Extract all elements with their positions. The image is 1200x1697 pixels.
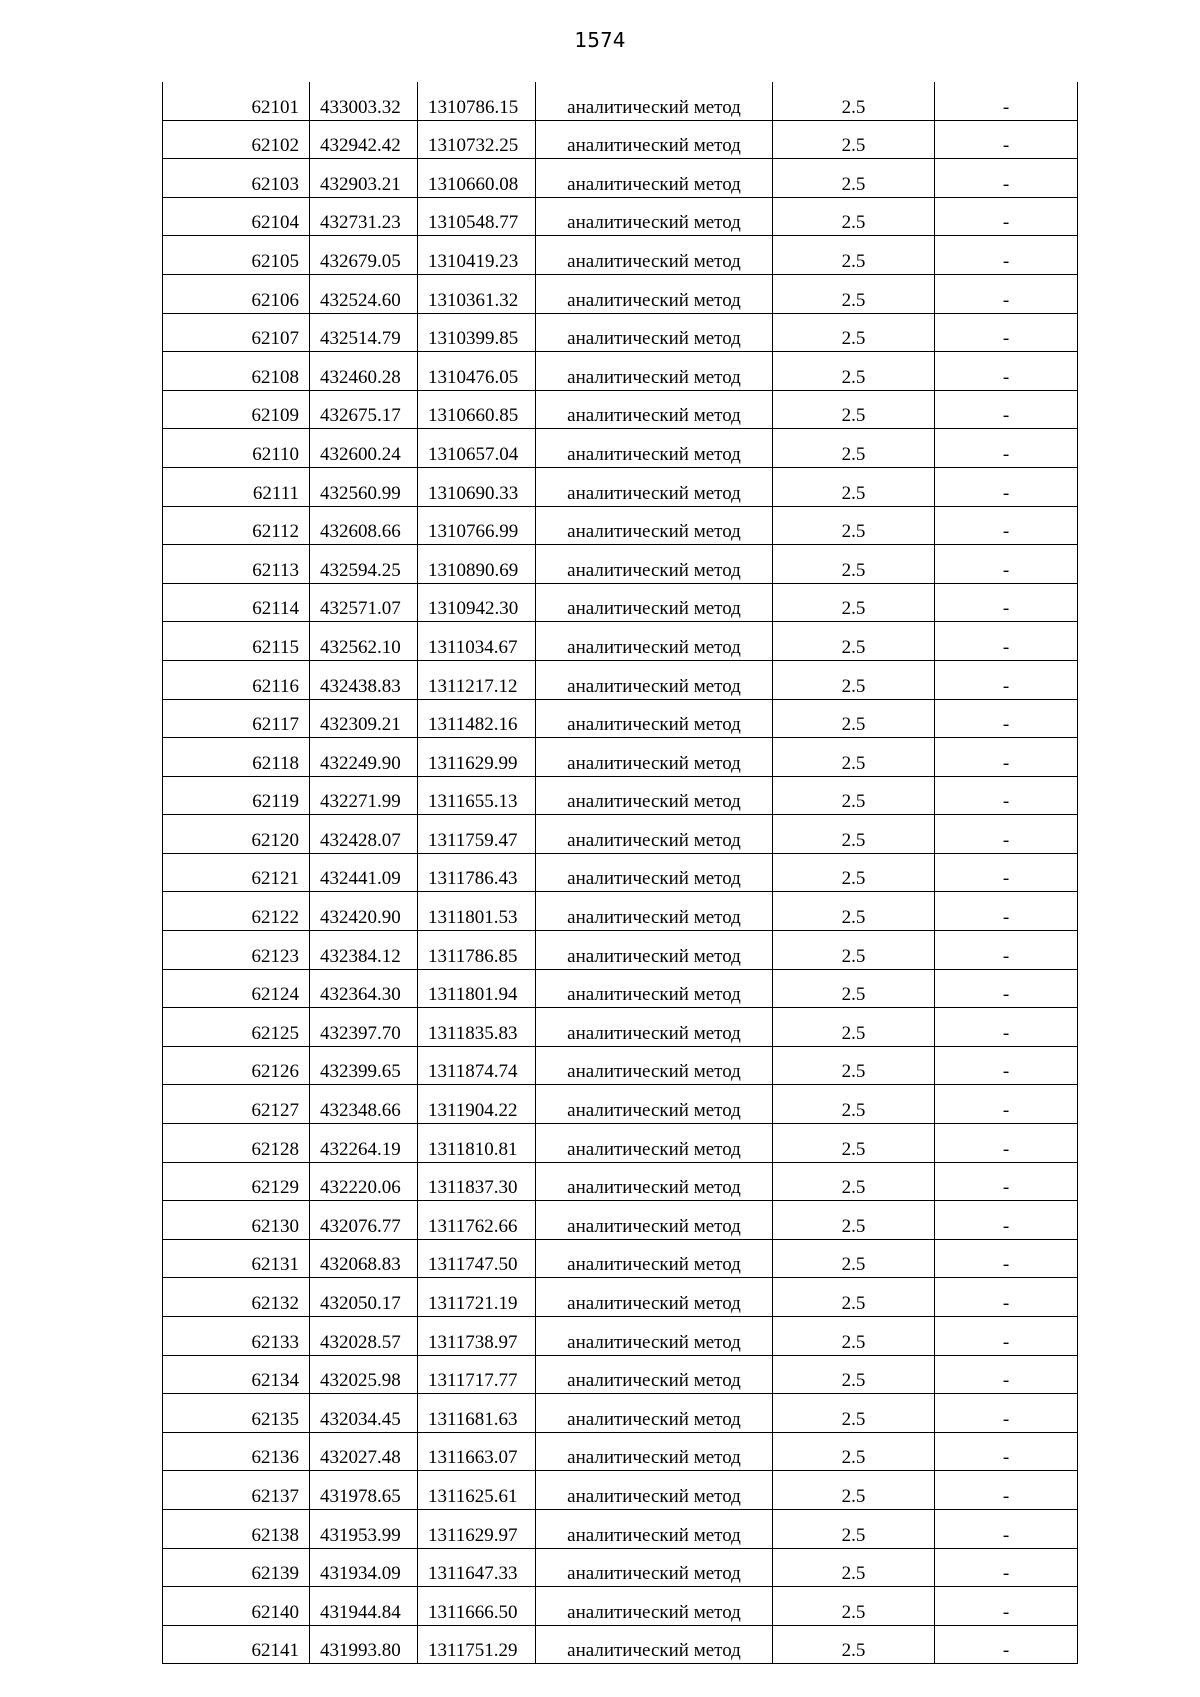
method-cell: аналитический метод [536,390,773,429]
method-cell: аналитический метод [536,1317,773,1356]
point-id-cell: 62132 [163,1278,310,1317]
point-id-cell: 62138 [163,1509,310,1548]
method-cell: аналитический метод [536,1432,773,1471]
note-cell: - [935,1317,1078,1356]
accuracy-value-cell: 2.5 [773,82,935,120]
x-coordinate-cell: 433003.32 [310,82,418,120]
y-coordinate-cell: 1311482.16 [418,699,536,738]
point-id-cell: 62123 [163,931,310,970]
point-id-cell: 62120 [163,815,310,854]
x-coordinate-cell: 432942.42 [310,120,418,159]
point-id-cell: 62126 [163,1046,310,1085]
accuracy-value-cell: 2.5 [773,1162,935,1201]
x-coordinate-cell: 432679.05 [310,236,418,275]
method-cell: аналитический метод [536,429,773,468]
note-cell: - [935,467,1078,506]
method-cell: аналитический метод [536,1046,773,1085]
note-cell: - [935,352,1078,391]
x-coordinate-cell: 431953.99 [310,1509,418,1548]
y-coordinate-cell: 1310548.77 [418,197,536,236]
table-row [163,622,1078,661]
x-coordinate-cell: 431993.80 [310,1625,418,1664]
y-coordinate-cell: 1311874.74 [418,1046,536,1085]
coordinates-table [162,82,1078,1664]
accuracy-value-cell: 2.5 [773,274,935,313]
accuracy-value-cell: 2.5 [773,660,935,699]
table-row [163,892,1078,931]
note-cell: - [935,1201,1078,1240]
table-row [163,1046,1078,1085]
note-cell: - [935,82,1078,120]
note-cell: - [935,1046,1078,1085]
accuracy-value-cell: 2.5 [773,1124,935,1163]
method-cell: аналитический метод [536,1625,773,1664]
accuracy-value-cell: 2.5 [773,699,935,738]
point-id-cell: 62140 [163,1587,310,1626]
accuracy-value-cell: 2.5 [773,1201,935,1240]
accuracy-value-cell: 2.5 [773,159,935,198]
note-cell: - [935,583,1078,622]
x-coordinate-cell: 432571.07 [310,583,418,622]
table-row [163,853,1078,892]
method-cell: аналитический метод [536,82,773,120]
x-coordinate-cell: 432249.90 [310,738,418,777]
method-cell: аналитический метод [536,1471,773,1510]
method-cell: аналитический метод [536,159,773,198]
method-cell: аналитический метод [536,545,773,584]
accuracy-value-cell: 2.5 [773,815,935,854]
y-coordinate-cell: 1311762.66 [418,1201,536,1240]
x-coordinate-cell: 432271.99 [310,776,418,815]
point-id-cell: 62124 [163,969,310,1008]
x-coordinate-cell: 432428.07 [310,815,418,854]
table-row [163,429,1078,468]
method-cell: аналитический метод [536,1201,773,1240]
y-coordinate-cell: 1310361.32 [418,274,536,313]
accuracy-value-cell: 2.5 [773,197,935,236]
y-coordinate-cell: 1311786.85 [418,931,536,970]
accuracy-value-cell: 2.5 [773,622,935,661]
y-coordinate-cell: 1311717.77 [418,1355,536,1394]
table-row [163,390,1078,429]
y-coordinate-cell: 1311663.07 [418,1432,536,1471]
y-coordinate-cell: 1311747.50 [418,1239,536,1278]
method-cell: аналитический метод [536,1509,773,1548]
method-cell: аналитический метод [536,660,773,699]
y-coordinate-cell: 1310657.04 [418,429,536,468]
page-number: 1574 [574,28,626,52]
point-id-cell: 62118 [163,738,310,777]
method-cell: аналитический метод [536,274,773,313]
accuracy-value-cell: 2.5 [773,853,935,892]
table-row [163,120,1078,159]
y-coordinate-cell: 1311801.53 [418,892,536,931]
x-coordinate-cell: 432220.06 [310,1162,418,1201]
table-row [163,274,1078,313]
table-row [163,1509,1078,1548]
x-coordinate-cell: 432420.90 [310,892,418,931]
method-cell: аналитический метод [536,313,773,352]
note-cell: - [935,1432,1078,1471]
point-id-cell: 62112 [163,506,310,545]
note-cell: - [935,1124,1078,1163]
x-coordinate-cell: 432600.24 [310,429,418,468]
note-cell: - [935,120,1078,159]
note-cell: - [935,390,1078,429]
note-cell: - [935,159,1078,198]
point-id-cell: 62134 [163,1355,310,1394]
method-cell: аналитический метод [536,815,773,854]
accuracy-value-cell: 2.5 [773,352,935,391]
note-cell: - [935,274,1078,313]
x-coordinate-cell: 432027.48 [310,1432,418,1471]
note-cell: - [935,622,1078,661]
x-coordinate-cell: 432731.23 [310,197,418,236]
x-coordinate-cell: 431944.84 [310,1587,418,1626]
x-coordinate-cell: 432399.65 [310,1046,418,1085]
note-cell: - [935,931,1078,970]
table-row [163,1625,1078,1664]
note-cell: - [935,1162,1078,1201]
method-cell: аналитический метод [536,1162,773,1201]
method-cell: аналитический метод [536,1278,773,1317]
y-coordinate-cell: 1310942.30 [418,583,536,622]
point-id-cell: 62137 [163,1471,310,1510]
table-row [163,1162,1078,1201]
y-coordinate-cell: 1310660.85 [418,390,536,429]
coordinates-table-body [163,82,1078,1664]
accuracy-value-cell: 2.5 [773,1471,935,1510]
x-coordinate-cell: 432675.17 [310,390,418,429]
note-cell: - [935,892,1078,931]
x-coordinate-cell: 432460.28 [310,352,418,391]
y-coordinate-cell: 1311801.94 [418,969,536,1008]
note-cell: - [935,1394,1078,1433]
x-coordinate-cell: 432441.09 [310,853,418,892]
note-cell: - [935,660,1078,699]
note-cell: - [935,1239,1078,1278]
point-id-cell: 62101 [163,82,310,120]
point-id-cell: 62105 [163,236,310,275]
y-coordinate-cell: 1311837.30 [418,1162,536,1201]
table-row [163,236,1078,275]
note-cell: - [935,1509,1078,1548]
point-id-cell: 62131 [163,1239,310,1278]
method-cell: аналитический метод [536,1394,773,1433]
method-cell: аналитический метод [536,197,773,236]
accuracy-value-cell: 2.5 [773,738,935,777]
table-row [163,352,1078,391]
x-coordinate-cell: 432397.70 [310,1008,418,1047]
point-id-cell: 62130 [163,1201,310,1240]
point-id-cell: 62116 [163,660,310,699]
method-cell: аналитический метод [536,506,773,545]
accuracy-value-cell: 2.5 [773,506,935,545]
table-row [163,1201,1078,1240]
table-row [163,1008,1078,1047]
method-cell: аналитический метод [536,352,773,391]
method-cell: аналитический метод [536,738,773,777]
method-cell: аналитический метод [536,583,773,622]
note-cell: - [935,815,1078,854]
method-cell: аналитический метод [536,236,773,275]
y-coordinate-cell: 1310766.99 [418,506,536,545]
point-id-cell: 62109 [163,390,310,429]
point-id-cell: 62136 [163,1432,310,1471]
accuracy-value-cell: 2.5 [773,1394,935,1433]
point-id-cell: 62117 [163,699,310,738]
point-id-cell: 62128 [163,1124,310,1163]
method-cell: аналитический метод [536,699,773,738]
method-cell: аналитический метод [536,1355,773,1394]
note-cell: - [935,197,1078,236]
point-id-cell: 62119 [163,776,310,815]
y-coordinate-cell: 1310476.05 [418,352,536,391]
x-coordinate-cell: 432384.12 [310,931,418,970]
x-coordinate-cell: 432309.21 [310,699,418,738]
accuracy-value-cell: 2.5 [773,390,935,429]
x-coordinate-cell: 432560.99 [310,467,418,506]
y-coordinate-cell: 1311835.83 [418,1008,536,1047]
point-id-cell: 62135 [163,1394,310,1433]
y-coordinate-cell: 1310399.85 [418,313,536,352]
point-id-cell: 62113 [163,545,310,584]
accuracy-value-cell: 2.5 [773,1509,935,1548]
y-coordinate-cell: 1311904.22 [418,1085,536,1124]
method-cell: аналитический метод [536,1548,773,1587]
y-coordinate-cell: 1311629.99 [418,738,536,777]
note-cell: - [935,1471,1078,1510]
method-cell: аналитический метод [536,776,773,815]
table-row [163,969,1078,1008]
y-coordinate-cell: 1311681.63 [418,1394,536,1433]
point-id-cell: 62103 [163,159,310,198]
accuracy-value-cell: 2.5 [773,313,935,352]
method-cell: аналитический метод [536,467,773,506]
accuracy-value-cell: 2.5 [773,545,935,584]
accuracy-value-cell: 2.5 [773,1355,935,1394]
x-coordinate-cell: 431978.65 [310,1471,418,1510]
accuracy-value-cell: 2.5 [773,1625,935,1664]
table-row [163,545,1078,584]
accuracy-value-cell: 2.5 [773,892,935,931]
x-coordinate-cell: 432562.10 [310,622,418,661]
table-row [163,506,1078,545]
note-cell: - [935,545,1078,584]
table-row [163,699,1078,738]
table-row [163,1355,1078,1394]
x-coordinate-cell: 432264.19 [310,1124,418,1163]
point-id-cell: 62110 [163,429,310,468]
table-row [163,738,1078,777]
table-row [163,1394,1078,1433]
point-id-cell: 62115 [163,622,310,661]
x-coordinate-cell: 432028.57 [310,1317,418,1356]
point-id-cell: 62121 [163,853,310,892]
point-id-cell: 62122 [163,892,310,931]
table-row [163,1548,1078,1587]
table-row [163,931,1078,970]
accuracy-value-cell: 2.5 [773,429,935,468]
accuracy-value-cell: 2.5 [773,120,935,159]
method-cell: аналитический метод [536,622,773,661]
note-cell: - [935,853,1078,892]
table-row [163,159,1078,198]
accuracy-value-cell: 2.5 [773,1046,935,1085]
point-id-cell: 62127 [163,1085,310,1124]
method-cell: аналитический метод [536,1587,773,1626]
x-coordinate-cell: 432438.83 [310,660,418,699]
table-row [163,197,1078,236]
y-coordinate-cell: 1310660.08 [418,159,536,198]
table-row [163,1432,1078,1471]
y-coordinate-cell: 1311647.33 [418,1548,536,1587]
point-id-cell: 62141 [163,1625,310,1664]
note-cell: - [935,1625,1078,1664]
accuracy-value-cell: 2.5 [773,583,935,622]
note-cell: - [935,776,1078,815]
point-id-cell: 62106 [163,274,310,313]
note-cell: - [935,699,1078,738]
table-row [163,1317,1078,1356]
x-coordinate-cell: 432034.45 [310,1394,418,1433]
method-cell: аналитический метод [536,931,773,970]
x-coordinate-cell: 432594.25 [310,545,418,584]
y-coordinate-cell: 1311786.43 [418,853,536,892]
table-row [163,1278,1078,1317]
table-row [163,313,1078,352]
x-coordinate-cell: 432050.17 [310,1278,418,1317]
x-coordinate-cell: 432068.83 [310,1239,418,1278]
point-id-cell: 62129 [163,1162,310,1201]
method-cell: аналитический метод [536,853,773,892]
note-cell: - [935,506,1078,545]
y-coordinate-cell: 1311655.13 [418,776,536,815]
x-coordinate-cell: 432364.30 [310,969,418,1008]
accuracy-value-cell: 2.5 [773,776,935,815]
note-cell: - [935,1355,1078,1394]
method-cell: аналитический метод [536,1239,773,1278]
y-coordinate-cell: 1311721.19 [418,1278,536,1317]
y-coordinate-cell: 1310419.23 [418,236,536,275]
point-id-cell: 62111 [163,467,310,506]
point-id-cell: 62114 [163,583,310,622]
point-id-cell: 62139 [163,1548,310,1587]
y-coordinate-cell: 1311751.29 [418,1625,536,1664]
x-coordinate-cell: 431934.09 [310,1548,418,1587]
note-cell: - [935,738,1078,777]
accuracy-value-cell: 2.5 [773,467,935,506]
point-id-cell: 62102 [163,120,310,159]
table-row [163,82,1078,120]
method-cell: аналитический метод [536,120,773,159]
table-row [163,1239,1078,1278]
x-coordinate-cell: 432903.21 [310,159,418,198]
note-cell: - [935,1278,1078,1317]
y-coordinate-cell: 1310732.25 [418,120,536,159]
method-cell: аналитический метод [536,969,773,1008]
x-coordinate-cell: 432025.98 [310,1355,418,1394]
y-coordinate-cell: 1310690.33 [418,467,536,506]
note-cell: - [935,313,1078,352]
table-row [163,583,1078,622]
accuracy-value-cell: 2.5 [773,1239,935,1278]
table-row [163,1124,1078,1163]
accuracy-value-cell: 2.5 [773,1587,935,1626]
y-coordinate-cell: 1311810.81 [418,1124,536,1163]
method-cell: аналитический метод [536,1008,773,1047]
note-cell: - [935,1548,1078,1587]
y-coordinate-cell: 1311759.47 [418,815,536,854]
table-row [163,776,1078,815]
point-id-cell: 62104 [163,197,310,236]
table-row [163,1587,1078,1626]
point-id-cell: 62133 [163,1317,310,1356]
accuracy-value-cell: 2.5 [773,236,935,275]
x-coordinate-cell: 432524.60 [310,274,418,313]
note-cell: - [935,969,1078,1008]
accuracy-value-cell: 2.5 [773,1085,935,1124]
coordinates-table-container [162,82,1078,1664]
note-cell: - [935,1008,1078,1047]
table-row [163,815,1078,854]
note-cell: - [935,1085,1078,1124]
y-coordinate-cell: 1310890.69 [418,545,536,584]
accuracy-value-cell: 2.5 [773,931,935,970]
accuracy-value-cell: 2.5 [773,1317,935,1356]
point-id-cell: 62108 [163,352,310,391]
y-coordinate-cell: 1311629.97 [418,1509,536,1548]
table-row [163,1085,1078,1124]
note-cell: - [935,1587,1078,1626]
y-coordinate-cell: 1311217.12 [418,660,536,699]
x-coordinate-cell: 432076.77 [310,1201,418,1240]
method-cell: аналитический метод [536,1085,773,1124]
method-cell: аналитический метод [536,892,773,931]
accuracy-value-cell: 2.5 [773,1432,935,1471]
x-coordinate-cell: 432608.66 [310,506,418,545]
x-coordinate-cell: 432348.66 [310,1085,418,1124]
note-cell: - [935,429,1078,468]
accuracy-value-cell: 2.5 [773,1278,935,1317]
y-coordinate-cell: 1311738.97 [418,1317,536,1356]
accuracy-value-cell: 2.5 [773,969,935,1008]
y-coordinate-cell: 1311666.50 [418,1587,536,1626]
x-coordinate-cell: 432514.79 [310,313,418,352]
point-id-cell: 62125 [163,1008,310,1047]
method-cell: аналитический метод [536,1124,773,1163]
note-cell: - [935,236,1078,275]
y-coordinate-cell: 1310786.15 [418,82,536,120]
y-coordinate-cell: 1311625.61 [418,1471,536,1510]
table-row [163,467,1078,506]
accuracy-value-cell: 2.5 [773,1548,935,1587]
table-row [163,660,1078,699]
y-coordinate-cell: 1311034.67 [418,622,536,661]
table-row [163,1471,1078,1510]
point-id-cell: 62107 [163,313,310,352]
accuracy-value-cell: 2.5 [773,1008,935,1047]
